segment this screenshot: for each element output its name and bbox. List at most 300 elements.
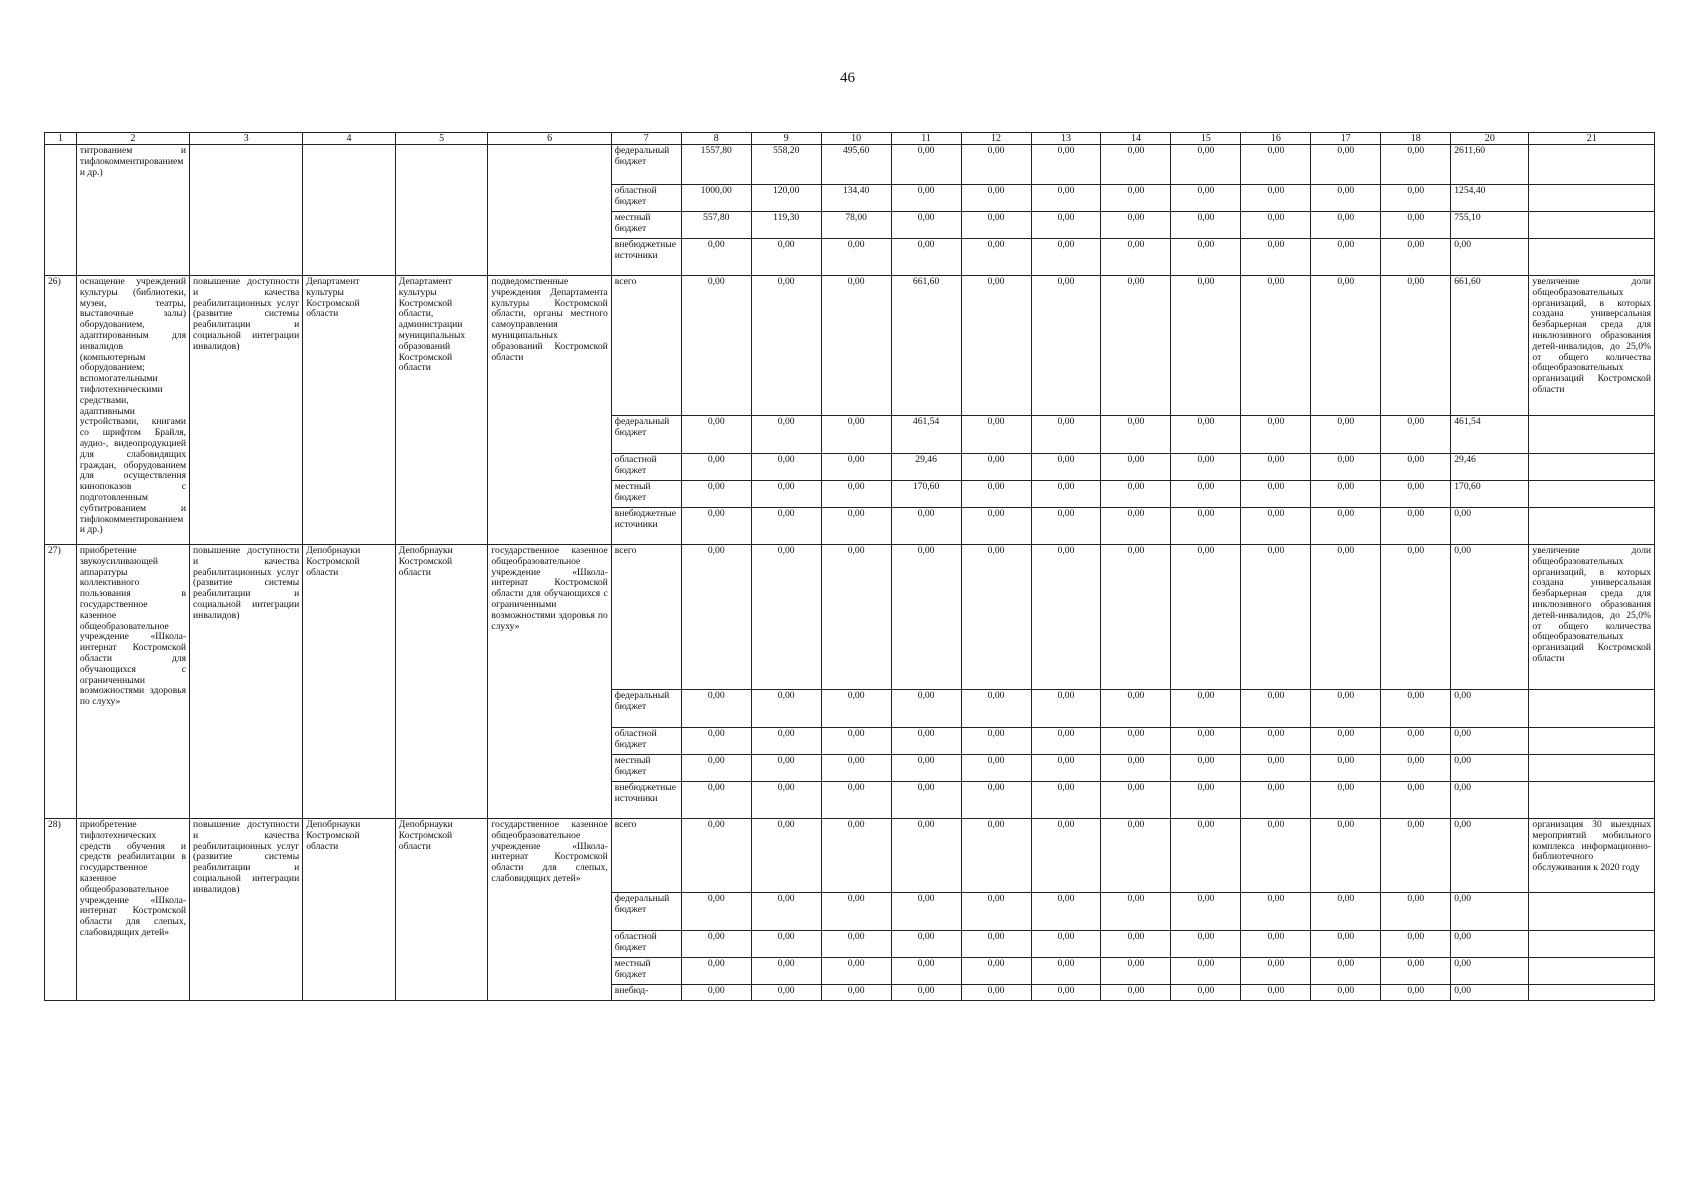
year-value: 0,00 <box>681 690 751 728</box>
program-activities-table <box>44 132 1655 1001</box>
total-value: 170,60 <box>1451 481 1529 508</box>
year-value: 0,00 <box>1381 893 1451 931</box>
year-value: 0,00 <box>1311 819 1381 893</box>
year-value: 0,00 <box>1101 782 1171 819</box>
year-value: 661,60 <box>891 276 961 416</box>
year-value: 0,00 <box>961 931 1031 958</box>
activity-executor: Депобрнауки Костромской области <box>395 819 488 1001</box>
column-number-14: 14 <box>1101 133 1171 145</box>
year-value: 0,00 <box>1031 931 1101 958</box>
total-value: 1254,40 <box>1451 185 1529 212</box>
total-value: 0,00 <box>1451 690 1529 728</box>
funding-source: всего <box>611 276 681 416</box>
year-value: 0,00 <box>1381 958 1451 985</box>
year-value: 0,00 <box>891 212 961 239</box>
year-value: 0,00 <box>1381 985 1451 1001</box>
year-value: 558,20 <box>751 145 821 185</box>
year-value: 0,00 <box>681 782 751 819</box>
year-value: 0,00 <box>1101 819 1171 893</box>
year-value: 0,00 <box>1031 690 1101 728</box>
state-customer: Департамент культуры Костромской области <box>303 276 396 545</box>
year-value: 1557,80 <box>681 145 751 185</box>
expected-result <box>1529 416 1655 454</box>
total-value: 0,00 <box>1451 931 1529 958</box>
year-value: 0,00 <box>1171 819 1241 893</box>
total-value: 661,60 <box>1451 276 1529 416</box>
year-value: 0,00 <box>1031 185 1101 212</box>
year-value: 0,00 <box>1311 185 1381 212</box>
year-value: 0,00 <box>681 728 751 755</box>
year-value: 0,00 <box>1381 212 1451 239</box>
year-value: 0,00 <box>1381 416 1451 454</box>
year-value: 0,00 <box>1241 755 1311 782</box>
year-value: 0,00 <box>1101 185 1171 212</box>
column-number-13: 13 <box>1031 133 1101 145</box>
year-value: 0,00 <box>1311 454 1381 481</box>
year-value: 0,00 <box>891 508 961 545</box>
year-value: 0,00 <box>1311 276 1381 416</box>
year-value: 0,00 <box>1241 185 1311 212</box>
year-value: 0,00 <box>1381 145 1451 185</box>
year-value: 0,00 <box>1171 931 1241 958</box>
year-value: 0,00 <box>1031 416 1101 454</box>
expected-result <box>1529 239 1655 276</box>
year-value: 0,00 <box>1311 893 1381 931</box>
year-value: 0,00 <box>751 454 821 481</box>
year-value: 0,00 <box>681 508 751 545</box>
year-value: 0,00 <box>1171 481 1241 508</box>
year-value: 0,00 <box>1171 508 1241 545</box>
year-value: 0,00 <box>1171 145 1241 185</box>
year-value: 0,00 <box>1241 782 1311 819</box>
funding-source: местный бюджет <box>611 212 681 239</box>
expected-result <box>1529 508 1655 545</box>
year-value: 0,00 <box>1241 481 1311 508</box>
year-value: 0,00 <box>821 755 891 782</box>
year-value: 0,00 <box>751 545 821 690</box>
year-value: 0,00 <box>681 416 751 454</box>
year-value: 0,00 <box>681 958 751 985</box>
year-value: 0,00 <box>681 893 751 931</box>
year-value: 0,00 <box>821 481 891 508</box>
expected-result <box>1529 931 1655 958</box>
year-value: 0,00 <box>891 545 961 690</box>
year-value: 0,00 <box>1241 690 1311 728</box>
year-value: 0,00 <box>1381 239 1451 276</box>
activity-executor: Депобрнауки Костромской области <box>395 545 488 819</box>
year-value: 0,00 <box>681 481 751 508</box>
year-value: 170,60 <box>891 481 961 508</box>
table-row <box>45 145 1655 185</box>
year-value: 0,00 <box>1031 728 1101 755</box>
funding-source: федеральный бюджет <box>611 416 681 454</box>
expected-result <box>1529 454 1655 481</box>
year-value: 0,00 <box>1311 545 1381 690</box>
year-value: 0,00 <box>1101 893 1171 931</box>
total-value: 0,00 <box>1451 958 1529 985</box>
year-value: 0,00 <box>1241 931 1311 958</box>
year-value: 0,00 <box>1381 931 1451 958</box>
column-number-11: 11 <box>891 133 961 145</box>
year-value: 0,00 <box>1031 985 1101 1001</box>
year-value: 0,00 <box>1031 276 1101 416</box>
column-number-6: 6 <box>488 133 611 145</box>
year-value: 0,00 <box>1311 416 1381 454</box>
state-customer: Депобрнауки Костромской области <box>303 545 396 819</box>
total-value: 0,00 <box>1451 545 1529 690</box>
expected-result <box>1529 728 1655 755</box>
column-number-5: 5 <box>395 133 488 145</box>
year-value: 0,00 <box>1031 755 1101 782</box>
year-value: 0,00 <box>1031 893 1101 931</box>
expected-result <box>1529 893 1655 931</box>
column-number-17: 17 <box>1311 133 1381 145</box>
year-value: 0,00 <box>821 958 891 985</box>
year-value: 0,00 <box>961 545 1031 690</box>
year-value: 0,00 <box>891 782 961 819</box>
total-value: 755,10 <box>1451 212 1529 239</box>
year-value: 0,00 <box>1241 958 1311 985</box>
year-value: 119,30 <box>751 212 821 239</box>
year-value: 0,00 <box>891 185 961 212</box>
column-number-9: 9 <box>751 133 821 145</box>
funding-source: областной бюджет <box>611 931 681 958</box>
year-value: 0,00 <box>1171 276 1241 416</box>
year-value: 0,00 <box>751 985 821 1001</box>
year-value: 0,00 <box>681 239 751 276</box>
year-value: 78,00 <box>821 212 891 239</box>
year-value: 0,00 <box>751 239 821 276</box>
year-value: 0,00 <box>961 416 1031 454</box>
year-value: 0,00 <box>751 508 821 545</box>
activity-goal: повышение доступности и качества реабилитационных услуг (развитие системы реабилитации и социальной интеграции инвалидов) <box>190 819 303 1001</box>
expected-result <box>1529 481 1655 508</box>
year-value: 0,00 <box>1031 819 1101 893</box>
year-value: 0,00 <box>821 508 891 545</box>
year-value: 0,00 <box>1101 755 1171 782</box>
year-value: 0,00 <box>1171 185 1241 212</box>
year-value: 0,00 <box>1101 690 1171 728</box>
year-value: 0,00 <box>751 893 821 931</box>
year-value: 0,00 <box>1031 958 1101 985</box>
year-value: 0,00 <box>681 819 751 893</box>
year-value: 0,00 <box>1241 985 1311 1001</box>
year-value: 557,80 <box>681 212 751 239</box>
funding-source: федеральный бюджет <box>611 145 681 185</box>
year-value: 0,00 <box>961 819 1031 893</box>
year-value: 0,00 <box>681 985 751 1001</box>
year-value: 495,60 <box>821 145 891 185</box>
year-value: 0,00 <box>1031 508 1101 545</box>
funding-source: областной бюджет <box>611 728 681 755</box>
year-value: 0,00 <box>1171 416 1241 454</box>
funding-source: внебюджетные источники <box>611 239 681 276</box>
year-value: 0,00 <box>891 893 961 931</box>
year-value: 0,00 <box>751 819 821 893</box>
year-value: 0,00 <box>1101 481 1171 508</box>
year-value: 0,00 <box>1241 508 1311 545</box>
year-value: 0,00 <box>751 782 821 819</box>
year-value: 0,00 <box>1311 985 1381 1001</box>
year-value: 0,00 <box>891 958 961 985</box>
year-value: 0,00 <box>1381 508 1451 545</box>
year-value: 0,00 <box>1171 728 1241 755</box>
total-value: 0,00 <box>1451 985 1529 1001</box>
expected-result: увеличение доли общеобразовательных организаций, в которых создана универсальная безбарьерная среда для инклюзивного образования детей-инвалидов, до 25,0% от общего количества общеобразовательных организаций Костромской области <box>1529 276 1655 416</box>
year-value: 0,00 <box>821 276 891 416</box>
year-value: 0,00 <box>1241 545 1311 690</box>
year-value: 0,00 <box>1311 212 1381 239</box>
year-value: 0,00 <box>751 728 821 755</box>
year-value: 461,54 <box>891 416 961 454</box>
year-value: 0,00 <box>1381 545 1451 690</box>
funding-source: местный бюджет <box>611 481 681 508</box>
funding-source: внебюджетные источники <box>611 508 681 545</box>
year-value: 0,00 <box>1101 728 1171 755</box>
column-number-15: 15 <box>1171 133 1241 145</box>
year-value: 0,00 <box>961 893 1031 931</box>
year-value: 0,00 <box>1031 239 1101 276</box>
year-value: 0,00 <box>1171 958 1241 985</box>
funding-source: местный бюджет <box>611 958 681 985</box>
table-row <box>45 276 1655 416</box>
funds-recipient: подведомственные учреждения Департамента культуры Костромской области, органы местного самоуправления муниципальных образований Костромской области <box>488 276 611 545</box>
column-number-4: 4 <box>303 133 396 145</box>
activity-name: приобретение тифлотехнических средств обучения и средств реабилитации в государственное казенное общеобразовательное учреждение «Школа-интернат Костромской области для слепых, слабовидящих детей» <box>76 819 189 1001</box>
year-value: 0,00 <box>961 454 1031 481</box>
year-value: 0,00 <box>1031 481 1101 508</box>
year-value: 0,00 <box>1171 212 1241 239</box>
expected-result <box>1529 185 1655 212</box>
row-number: 27) <box>45 545 77 819</box>
year-value: 0,00 <box>1101 545 1171 690</box>
year-value: 0,00 <box>821 985 891 1001</box>
year-value: 120,00 <box>751 185 821 212</box>
year-value: 0,00 <box>961 508 1031 545</box>
year-value: 0,00 <box>1171 985 1241 1001</box>
column-number-1: 1 <box>45 133 77 145</box>
year-value: 0,00 <box>961 276 1031 416</box>
year-value: 0,00 <box>891 145 961 185</box>
year-value: 0,00 <box>1101 239 1171 276</box>
year-value: 0,00 <box>891 239 961 276</box>
year-value: 134,40 <box>821 185 891 212</box>
activity-executor: Департамент культуры Костромской области, администрации муниципальных образований Костромской области <box>395 276 488 545</box>
year-value: 0,00 <box>751 481 821 508</box>
year-value: 0,00 <box>891 690 961 728</box>
year-value: 0,00 <box>1171 690 1241 728</box>
activity-goal: повышение доступности и качества реабилитационных услуг (развитие системы реабилитации и социальной интеграции инвалидов) <box>190 276 303 545</box>
year-value: 0,00 <box>1101 416 1171 454</box>
table-row <box>45 819 1655 893</box>
year-value: 1000,00 <box>681 185 751 212</box>
funding-source: местный бюджет <box>611 755 681 782</box>
expected-result <box>1529 958 1655 985</box>
total-value: 0,00 <box>1451 728 1529 755</box>
year-value: 0,00 <box>891 931 961 958</box>
total-value: 0,00 <box>1451 755 1529 782</box>
year-value: 0,00 <box>891 819 961 893</box>
year-value: 0,00 <box>961 782 1031 819</box>
year-value: 0,00 <box>751 958 821 985</box>
year-value: 0,00 <box>1101 508 1171 545</box>
column-number-20: 20 <box>1451 133 1529 145</box>
total-value: 461,54 <box>1451 416 1529 454</box>
year-value: 0,00 <box>1241 416 1311 454</box>
year-value: 0,00 <box>681 755 751 782</box>
year-value: 0,00 <box>1101 212 1171 239</box>
year-value: 0,00 <box>681 454 751 481</box>
year-value: 0,00 <box>1101 958 1171 985</box>
year-value: 0,00 <box>961 239 1031 276</box>
column-number-10: 10 <box>821 133 891 145</box>
total-value: 0,00 <box>1451 893 1529 931</box>
page-number: 46 <box>840 70 855 86</box>
year-value: 0,00 <box>1101 931 1171 958</box>
year-value: 0,00 <box>1031 454 1101 481</box>
year-value: 0,00 <box>821 690 891 728</box>
year-value: 0,00 <box>961 958 1031 985</box>
year-value: 0,00 <box>1171 782 1241 819</box>
activity-name: приобретение звукоусиливающей аппаратуры коллективного пользования в государственное казенное общеобразовательное учреждение «Школа-интернат Костромской области для обучающихся с ограниченными возможностями здоровья по слуху» <box>76 545 189 819</box>
year-value: 0,00 <box>821 931 891 958</box>
year-value: 0,00 <box>1031 782 1101 819</box>
funding-source: областной бюджет <box>611 454 681 481</box>
year-value: 0,00 <box>1381 782 1451 819</box>
year-value: 0,00 <box>961 185 1031 212</box>
year-value: 0,00 <box>751 755 821 782</box>
year-value: 0,00 <box>1101 985 1171 1001</box>
year-value: 0,00 <box>961 728 1031 755</box>
expected-result <box>1529 985 1655 1001</box>
funding-source: федеральный бюджет <box>611 690 681 728</box>
column-number-2: 2 <box>76 133 189 145</box>
year-value: 0,00 <box>681 276 751 416</box>
year-value: 0,00 <box>1381 728 1451 755</box>
year-value: 0,00 <box>961 145 1031 185</box>
year-value: 0,00 <box>1241 239 1311 276</box>
year-value: 0,00 <box>1101 454 1171 481</box>
year-value: 0,00 <box>891 728 961 755</box>
activity-executor <box>395 145 488 276</box>
year-value: 0,00 <box>1311 508 1381 545</box>
year-value: 0,00 <box>1171 454 1241 481</box>
year-value: 0,00 <box>1311 931 1381 958</box>
expected-result: увеличение доли общеобразовательных организаций, в которых создана универсальная безбарьерная среда для инклюзивного образования детей-инвалидов, до 25,0% от общего количества общеобразовательных организаций Костромской области <box>1529 545 1655 690</box>
column-number-8: 8 <box>681 133 751 145</box>
funding-source: областной бюджет <box>611 185 681 212</box>
year-value: 0,00 <box>1311 755 1381 782</box>
year-value: 0,00 <box>1381 690 1451 728</box>
year-value: 0,00 <box>961 690 1031 728</box>
year-value: 0,00 <box>1381 185 1451 212</box>
year-value: 0,00 <box>1381 276 1451 416</box>
activity-name: оснащение учреждений культуры (библиотеки, музеи, театры, выставочные залы) оборудованием, адаптированным для инвалидов (компьютерным оборудованием; вспомогательными тифлотехническими средствами, адаптивными устройствами, книгами со шрифтом Брайля, аудио-, видеопродукцией для слабовидящих граждан, оборудованием для осуществления кинопоказов с подготовленным субтитрованием и тифлокомментированием и др.) <box>76 276 189 545</box>
total-value: 2611,60 <box>1451 145 1529 185</box>
funds-recipient: государственное казенное общеобразовательное учреждение «Школа-интернат Костромской области для обучающихся с ограниченными возможностями здоровья по слуху» <box>488 545 611 819</box>
column-number-21: 21 <box>1529 133 1655 145</box>
year-value: 0,00 <box>821 239 891 276</box>
year-value: 0,00 <box>821 728 891 755</box>
year-value: 0,00 <box>1381 755 1451 782</box>
activity-goal <box>190 145 303 276</box>
year-value: 0,00 <box>751 276 821 416</box>
funding-source: внебюд- <box>611 985 681 1001</box>
year-value: 0,00 <box>1381 481 1451 508</box>
year-value: 0,00 <box>1031 545 1101 690</box>
expected-result <box>1529 145 1655 185</box>
year-value: 0,00 <box>1171 893 1241 931</box>
total-value: 0,00 <box>1451 782 1529 819</box>
state-customer: Депобрнауки Костромской области <box>303 819 396 1001</box>
column-number-3: 3 <box>190 133 303 145</box>
total-value: 0,00 <box>1451 508 1529 545</box>
year-value: 0,00 <box>681 545 751 690</box>
year-value: 0,00 <box>961 755 1031 782</box>
year-value: 0,00 <box>1241 212 1311 239</box>
row-number <box>45 145 77 276</box>
row-number: 26) <box>45 276 77 545</box>
year-value: 0,00 <box>961 985 1031 1001</box>
year-value: 0,00 <box>961 212 1031 239</box>
expected-result <box>1529 690 1655 728</box>
expected-result <box>1529 782 1655 819</box>
state-customer <box>303 145 396 276</box>
year-value: 0,00 <box>1031 212 1101 239</box>
row-number: 28) <box>45 819 77 1001</box>
year-value: 0,00 <box>1241 819 1311 893</box>
year-value: 0,00 <box>961 481 1031 508</box>
total-value: 29,46 <box>1451 454 1529 481</box>
year-value: 0,00 <box>751 931 821 958</box>
funding-source: всего <box>611 545 681 690</box>
year-value: 0,00 <box>891 985 961 1001</box>
year-value: 0,00 <box>821 819 891 893</box>
year-value: 0,00 <box>1171 545 1241 690</box>
year-value: 0,00 <box>1381 454 1451 481</box>
column-number-12: 12 <box>961 133 1031 145</box>
year-value: 0,00 <box>891 755 961 782</box>
year-value: 0,00 <box>1241 893 1311 931</box>
year-value: 29,46 <box>891 454 961 481</box>
expected-result <box>1529 212 1655 239</box>
funding-source: внебюджетные источники <box>611 782 681 819</box>
year-value: 0,00 <box>1311 728 1381 755</box>
year-value: 0,00 <box>821 893 891 931</box>
year-value: 0,00 <box>1311 481 1381 508</box>
table-row <box>45 545 1655 690</box>
year-value: 0,00 <box>1171 755 1241 782</box>
year-value: 0,00 <box>1171 239 1241 276</box>
year-value: 0,00 <box>1241 728 1311 755</box>
column-number-18: 18 <box>1381 133 1451 145</box>
year-value: 0,00 <box>1101 276 1171 416</box>
year-value: 0,00 <box>1241 454 1311 481</box>
year-value: 0,00 <box>1311 690 1381 728</box>
year-value: 0,00 <box>751 690 821 728</box>
year-value: 0,00 <box>1381 819 1451 893</box>
year-value: 0,00 <box>1311 782 1381 819</box>
year-value: 0,00 <box>1311 239 1381 276</box>
expected-result <box>1529 755 1655 782</box>
year-value: 0,00 <box>1311 958 1381 985</box>
year-value: 0,00 <box>1031 145 1101 185</box>
year-value: 0,00 <box>821 454 891 481</box>
year-value: 0,00 <box>1311 145 1381 185</box>
year-value: 0,00 <box>1241 276 1311 416</box>
year-value: 0,00 <box>681 931 751 958</box>
column-number-16: 16 <box>1241 133 1311 145</box>
